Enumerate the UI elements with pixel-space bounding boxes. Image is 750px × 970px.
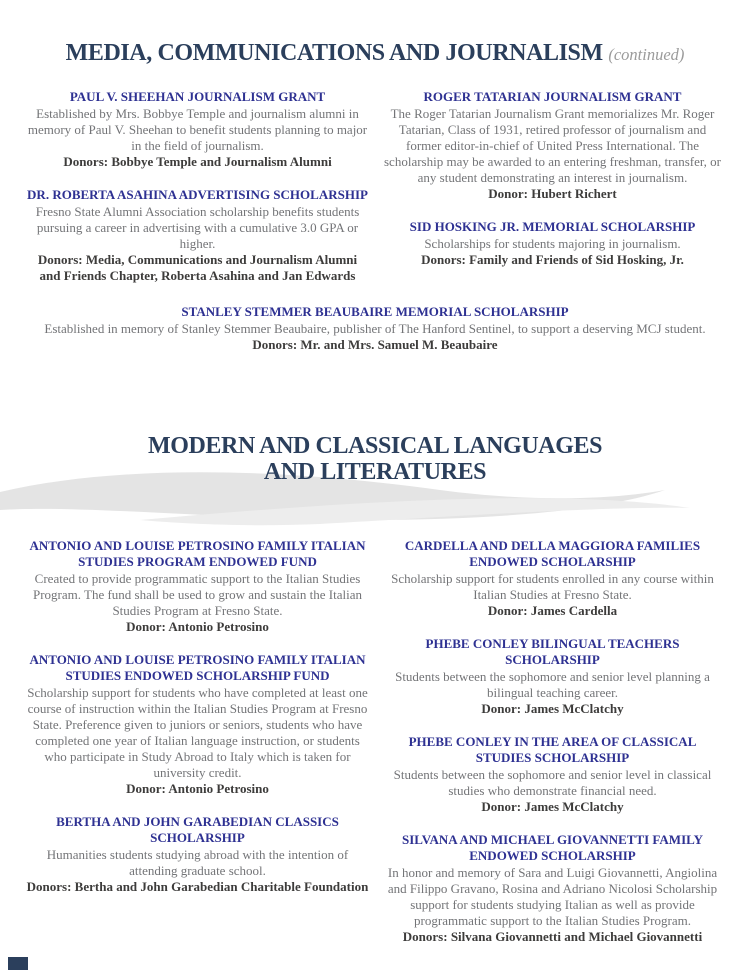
- continued-label: (continued): [608, 45, 685, 64]
- entry-donors: Donor: James Cardella: [487, 603, 618, 618]
- entry-description: In honor and memory of Sara and Luigi Giovannetti, Angiolina and Filippo Gravano, Rosina and Adriano Nicolosi Scholarship support for students studying Italian as well as provide programmatic support to the Italian Studies Program.: [387, 865, 718, 928]
- mcj-columns: [0, 89, 750, 284]
- entry-description: Scholarship support for students who have completed at least one course of instruction within the Italian Studies Program at Fresno State. Preference given to juniors or seniors, students who have completed one year of Italian language instruction, or students who participate in Study Abroad to Italy which is taken for university credit.: [27, 685, 368, 780]
- entry-title: BERTHA AND JOHN GARABEDIAN CLASSICS SCHOLARSHIP: [56, 814, 339, 845]
- entry-donors: Donors: Media, Communications and Journalism Alumni and Friends Chapter, Roberta Asahina and Jan Edwards: [37, 252, 358, 284]
- entry-title: PHEBE CONLEY IN THE AREA OF CLASSICAL STUDIES SCHOLARSHIP: [408, 734, 697, 765]
- scholarship-entry: [26, 89, 369, 170]
- mcll-columns: [0, 538, 750, 945]
- scholarship-entry: [381, 219, 724, 268]
- entry-description: Students between the sophomore and senior level in classical studies who demonstrate financial need.: [393, 767, 712, 798]
- entry-donors: Donor: Antonio Petrosino: [126, 619, 269, 634]
- section-header-mcj: [0, 0, 750, 66]
- entry-description: Scholarship support for students enrolled in any course within Italian Studies at Fresno State.: [391, 571, 714, 602]
- mcj-right-column: [381, 89, 724, 284]
- entry-donors: Donors: Silvana Giovannetti and Michael Giovannetti: [402, 929, 703, 944]
- entry-description: Students between the sophomore and senior level planning a bilingual teaching career.: [395, 669, 710, 700]
- entry-title: DR. ROBERTA ASAHINA ADVERTISING SCHOLARSHIP: [27, 187, 368, 203]
- entry-donors: Donors: Family and Friends of Sid Hosking, Jr.: [421, 252, 684, 268]
- entry-description: Created to provide programmatic support to the Italian Studies Program. The fund shall be used to grow and sustain the Italian Studies Program at Fresno State.: [32, 571, 363, 618]
- scholarship-entry: [26, 187, 369, 284]
- entry-donors: Donors: Bertha and John Garabedian Charitable Foundation: [26, 879, 369, 894]
- scholarship-entry: [26, 652, 369, 797]
- mcll-right-column: [381, 538, 724, 945]
- entry-donors: Donor: James McClatchy: [481, 799, 624, 814]
- section-title-line2: AND LITERATURES: [263, 459, 487, 486]
- entry-title: ANTONIO AND LOUISE PETROSINO FAMILY ITALIAN STUDIES ENDOWED SCHOLARSHIP FUND: [29, 652, 366, 683]
- entry-description: Scholarships for students majoring in journalism.: [424, 236, 681, 252]
- scholarship-entry: [381, 636, 724, 717]
- mcj-left-column: [26, 89, 369, 284]
- entry-donors: Donors: Bobbye Temple and Journalism Alumni: [63, 154, 332, 170]
- entry-description: Established by Mrs. Bobbye Temple and journalism alumni in memory of Paul V. Sheehan to benefit students planning to major in the field of journalism.: [27, 106, 368, 154]
- entry-description: Established in memory of Stanley Stemmer Beaubaire, publisher of The Hanford Sentinel, to support a deserving MCJ student.: [44, 321, 706, 337]
- entry-title: CARDELLA AND DELLA MAGGIORA FAMILIES ENDOWED SCHOLARSHIP: [404, 538, 701, 569]
- scholarship-entry: [381, 832, 724, 945]
- entry-title: SID HOSKING JR. MEMORIAL SCHOLARSHIP: [409, 219, 696, 235]
- entry-description: The Roger Tatarian Journalism Grant memorializes Mr. Roger Tatarian, Class of 1931, retired professor of journalism and former editor-in-chief of United Press International. The scholarship may be awarded to an entering freshman, transfer, or any student demonstrating an interest in journalism.: [384, 106, 721, 186]
- entry-donors: Donor: Hubert Richert: [488, 186, 617, 202]
- entry-donors: Donor: James McClatchy: [481, 701, 624, 716]
- section-title-mcj: MEDIA, COMMUNICATIONS AND JOURNALISM: [65, 40, 603, 66]
- scholarship-entry: [381, 89, 724, 202]
- section-title-line1: MODERN AND CLASSICAL LANGUAGES: [147, 433, 603, 459]
- scholarship-entry: [26, 814, 369, 895]
- page-corner-mark: [8, 957, 28, 970]
- entry-description: Fresno State Alumni Association scholarship benefits students pursuing a career in advertising with a cumulative 3.0 GPA or higher.: [35, 204, 360, 252]
- mcll-left-column: [26, 538, 369, 945]
- entry-title: ROGER TATARIAN JOURNALISM GRANT: [423, 89, 682, 105]
- section-header-mcll: [0, 433, 750, 486]
- entry-description: Humanities students studying abroad with the intention of attending graduate school.: [46, 847, 349, 878]
- entry-title: PAUL V. SHEEHAN JOURNALISM GRANT: [69, 89, 326, 105]
- scholarship-entry: [381, 538, 724, 619]
- entry-title: STANLEY STEMMER BEAUBAIRE MEMORIAL SCHOLARSHIP: [181, 304, 569, 320]
- entry-donors: Donors: Mr. and Mrs. Samuel M. Beaubaire: [252, 337, 498, 353]
- entry-title: PHEBE CONLEY BILINGUAL TEACHERS SCHOLARSHIP: [425, 636, 680, 667]
- scholarship-entry: [381, 734, 724, 815]
- entry-title: ANTONIO AND LOUISE PETROSINO FAMILY ITALIAN STUDIES PROGRAM ENDOWED FUND: [29, 538, 366, 569]
- scholarship-entry-full-width: [0, 304, 750, 353]
- entry-title: SILVANA AND MICHAEL GIOVANNETTI FAMILY ENDOWED SCHOLARSHIP: [401, 832, 703, 863]
- entry-donors: Donor: Antonio Petrosino: [126, 781, 269, 796]
- scholarship-entry: [26, 538, 369, 635]
